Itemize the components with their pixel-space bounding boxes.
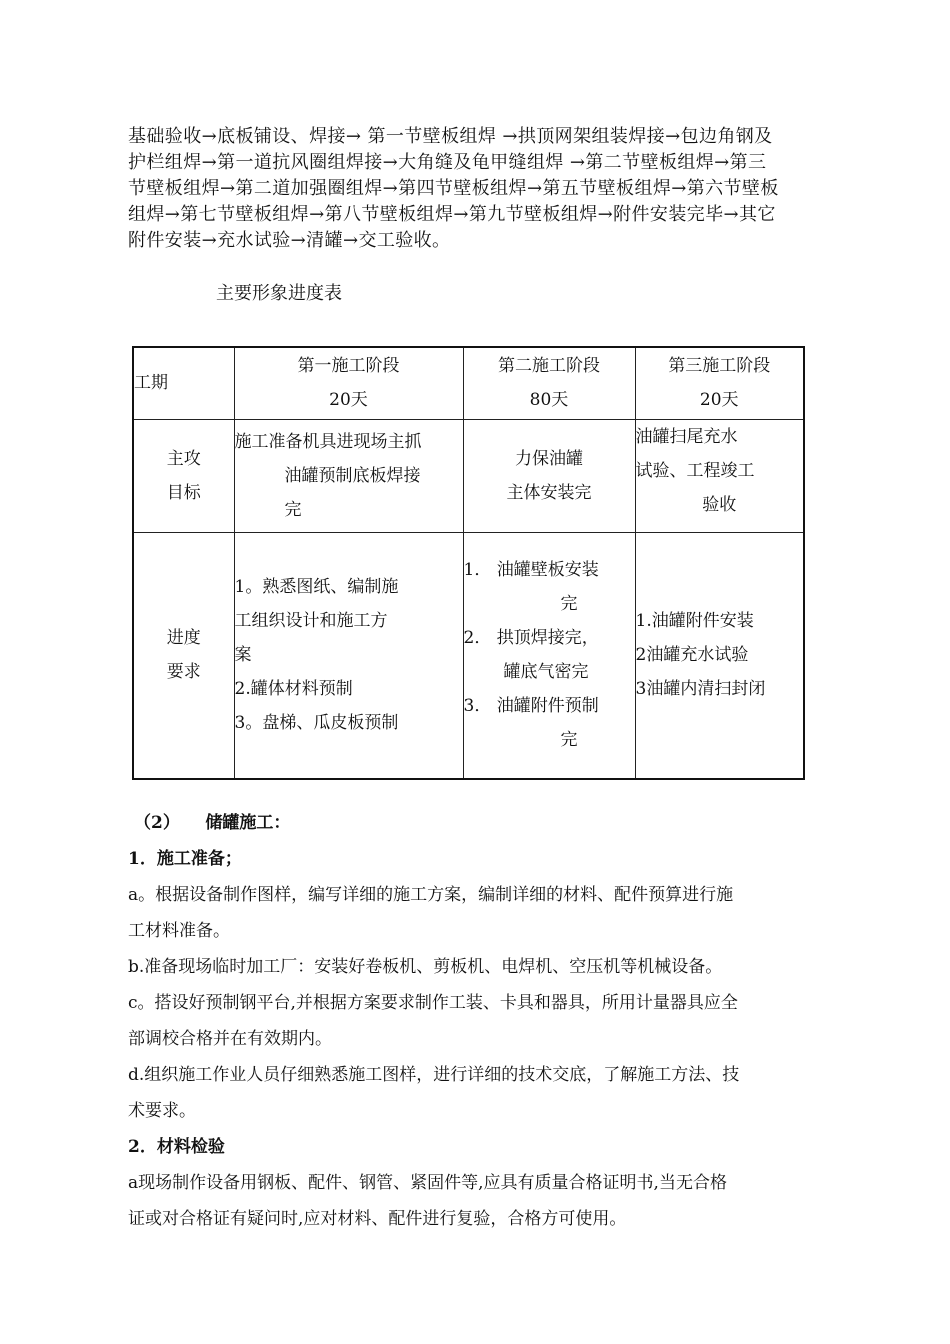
table-row-progress <box>133 532 804 779</box>
progress-stage3-line: 2油罐充水试验 <box>635 645 749 666</box>
goal-label-line: 目标 <box>166 482 201 503</box>
progress-stage3-line: 3油罐内清扫封闭 <box>635 679 766 700</box>
goal-stage1-line: 完 <box>284 499 302 520</box>
construction-flow-paragraph <box>128 124 828 254</box>
storage-tank-section <box>128 805 828 1237</box>
goal-stage1-line: 油罐预制底板焊接 <box>284 465 421 486</box>
stage1-name: 第一施工阶段 <box>297 356 400 377</box>
goal-label-line: 主攻 <box>166 448 201 469</box>
progress-stage2-line: 1． 油罐壁板安装 <box>463 560 599 581</box>
progress-stage2-line: 罐底气密完 <box>503 662 589 683</box>
progress-stage2-line: 3． 油罐附件预制 <box>463 696 599 717</box>
progress-stage2-line: 2． 拱顶焊接完， <box>463 628 599 649</box>
flow-line: 组焊→第七节壁板组焊→第八节壁板组焊→第九节壁板组焊→附件安装完毕→其它 <box>128 204 776 225</box>
progress-schedule-table <box>132 346 805 780</box>
table-title: 主要形象进度表 <box>216 283 342 304</box>
body-line: 术要求。 <box>128 1101 196 1121</box>
progress-stage1-line: 1。熟悉图纸、编制施 <box>234 577 399 598</box>
progress-stage3-cell <box>635 532 804 779</box>
goal-stage2-line: 主体安装完 <box>506 482 592 503</box>
body-line: 部调校合格并在有效期内。 <box>128 1029 332 1049</box>
flow-line: 基础验收→底板铺设、焊接→ 第一节壁板组焊 →拱顶网架组装焊接→包边角钢及 <box>128 126 773 147</box>
progress-stage2-cell <box>463 532 635 779</box>
body-line: a。根据设备制作图样，编写详细的施工方案，编制详细的材料、配件预算进行施 <box>128 885 734 905</box>
body-line: b.准备现场临时加工厂：安装好卷板机、剪板机、电焊机、空压机等机械设备。 <box>128 957 723 977</box>
stage3-name: 第三施工阶段 <box>668 356 771 377</box>
period-label: 工期 <box>134 373 168 394</box>
goal-stage2-line: 力保油罐 <box>515 448 583 469</box>
goal-label-cell <box>133 419 234 532</box>
sub1-heading: 1．施工准备； <box>128 849 242 869</box>
stage3-days: 20天 <box>699 390 739 411</box>
goal-stage2-cell <box>463 419 635 532</box>
body-line: 证或对合格证有疑问时,应对材料、配件进行复验，合格方可使用。 <box>128 1209 627 1229</box>
section-heading: （2） 储罐施工： <box>134 813 291 833</box>
progress-stage2-line: 完 <box>560 730 578 751</box>
stage1-days: 20天 <box>329 390 368 411</box>
stage2-header-cell <box>463 347 635 419</box>
table-row-period <box>133 347 804 419</box>
stage2-name: 第二施工阶段 <box>498 356 600 377</box>
goal-stage3-line: 验收 <box>702 494 737 515</box>
stage2-days: 80天 <box>529 390 569 411</box>
progress-stage1-line: 工组织设计和施工方 <box>234 611 388 632</box>
stage1-header-cell <box>234 347 463 419</box>
goal-stage3-cell <box>635 419 804 532</box>
sub2-heading: 2．材料检验 <box>128 1137 225 1157</box>
progress-stage1-line: 2.罐体材料预制 <box>234 679 353 700</box>
body-line: a现场制作设备用钢板、配件、钢管、紧固件等,应具有质量合格证明书,当无合格 <box>128 1173 727 1193</box>
flow-line: 节壁板组焊→第二道加强圈组焊→第四节壁板组焊→第五节壁板组焊→第六节壁板 <box>128 178 779 199</box>
goal-stage3-line: 试验、工程竣工 <box>635 460 755 481</box>
progress-stage2-line: 完 <box>560 594 578 615</box>
stage3-header-cell <box>635 347 804 419</box>
progress-stage3-line: 1.油罐附件安装 <box>635 611 754 632</box>
flow-line: 附件安装→充水试验→清罐→交工验收。 <box>128 230 451 251</box>
progress-stage1-line: 案 <box>234 645 252 666</box>
progress-stage1-line: 3。盘梯、瓜皮板预制 <box>234 713 399 734</box>
period-label-cell <box>133 347 234 419</box>
goal-stage1-line: 施工准备机具进现场主抓 <box>234 431 422 452</box>
progress-label-cell <box>133 532 234 779</box>
body-line: c。搭设好预制钢平台,并根据方案要求制作工装、卡具和器具，所用计量器具应全 <box>128 993 738 1013</box>
progress-stage1-cell <box>234 532 463 779</box>
progress-label-line: 要求 <box>166 662 201 683</box>
flow-line: 护栏组焊→第一道抗风圈组焊接→大角缝及龟甲缝组焊 →第二节壁板组焊→第三 <box>128 152 767 173</box>
body-line: d.组织施工作业人员仔细熟悉施工图样，进行详细的技术交底，了解施工方法、技 <box>128 1065 740 1085</box>
body-line: 工材料准备。 <box>128 921 230 941</box>
goal-stage3-line: 油罐扫尾充水 <box>635 426 738 447</box>
table-row-goal <box>133 419 804 532</box>
goal-stage1-cell <box>234 419 463 532</box>
progress-label-line: 进度 <box>166 628 201 649</box>
